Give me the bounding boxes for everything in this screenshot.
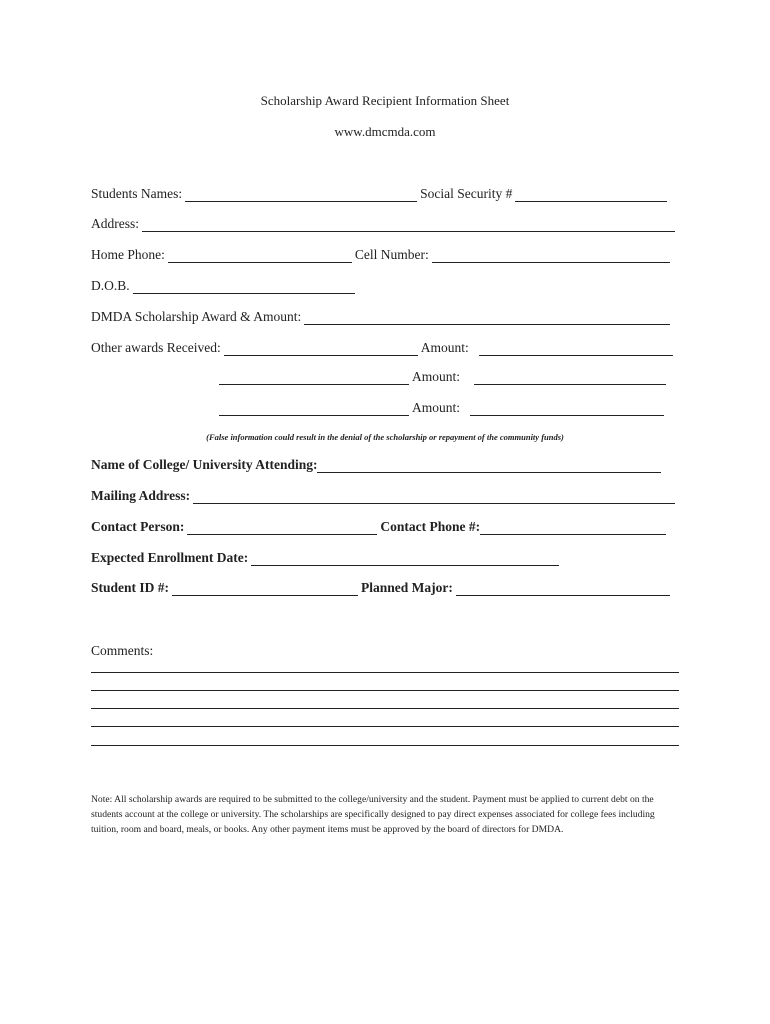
other-award-2-field[interactable] [219,370,409,385]
false-info-warning: (False information could result in the denial of the scholarship or repayment of the community funds) [206,432,564,442]
other-award-1-field[interactable] [224,341,418,356]
form-title: Scholarship Award Recipient Information Sheet [260,93,510,108]
row-address [91,214,678,232]
comment-line[interactable] [91,745,679,746]
amount-3-field[interactable] [470,401,664,416]
ssn-field[interactable] [515,187,667,202]
row-mailing-address [91,486,678,504]
dob-label: D.O.B. [91,278,130,293]
student-name-field[interactable] [185,187,417,202]
row-comments [91,641,153,659]
contact-phone-label: Contact Phone #: [380,519,481,534]
comment-line[interactable] [91,672,679,673]
other-awards-label: Other awards Received: [91,340,221,355]
cell-number-label: Cell Number: [354,247,429,262]
contact-person-label: Contact Person: [91,519,185,534]
mailing-address-label: Mailing Address: [91,488,191,503]
student-id-field[interactable] [172,581,358,596]
amount-label: Amount: [420,340,469,355]
contact-phone-field[interactable] [480,520,666,535]
row-student-id [91,578,673,596]
dob-field[interactable] [133,279,355,294]
amount-1-field[interactable] [479,341,673,356]
planned-major-field[interactable] [456,581,670,596]
row-college-name [91,455,664,473]
contact-person-field[interactable] [187,520,377,535]
address-label: Address: [91,216,139,231]
cell-number-field[interactable] [432,248,670,263]
planned-major-label: Planned Major: [361,580,453,595]
row-other-awards-2 [216,367,669,385]
student-id-label: Student ID #: [91,580,170,595]
comment-line[interactable] [91,708,679,709]
row-student-name [91,184,670,202]
row-dob [91,276,358,294]
website-url: www.dmcmda.com [334,124,436,139]
row-enrollment [91,548,562,566]
comments-label: Comments: [91,643,154,658]
home-phone-label: Home Phone: [91,247,165,262]
amount-label: Amount: [412,400,461,415]
student-name-label: Students Names: [91,186,183,201]
college-name-field[interactable] [317,458,661,473]
amount-label: Amount: [412,369,461,384]
row-award [91,307,673,325]
mailing-address-field[interactable] [193,489,675,504]
ssn-label: Social Security # [420,186,513,201]
address-field[interactable] [142,217,675,232]
other-award-3-field[interactable] [219,401,409,416]
enrollment-date-label: Expected Enrollment Date: [91,550,249,565]
comment-line[interactable] [91,690,679,691]
amount-2-field[interactable] [474,370,666,385]
row-phone [91,245,673,263]
award-field[interactable] [304,310,670,325]
row-contact [91,517,669,535]
enrollment-date-field[interactable] [251,551,559,566]
comment-line[interactable] [91,726,679,727]
home-phone-field[interactable] [168,248,352,263]
row-other-awards-3 [216,398,667,416]
row-other-awards-1 [91,338,676,356]
award-label: DMDA Scholarship Award & Amount: [91,309,302,324]
payment-note: Note: All scholarship awards are required to be submitted to the college/university and the student. Payment must be applied to current debt on the students account at the college or university. The scholarships are specifically designed to pay direct expenses associated for college fees including tuition, room and board, meals, or books. Any other payment items must be approved by the board of directors for DMDA. [91,794,655,835]
college-name-label: Name of College/ University Attending: [91,457,318,472]
